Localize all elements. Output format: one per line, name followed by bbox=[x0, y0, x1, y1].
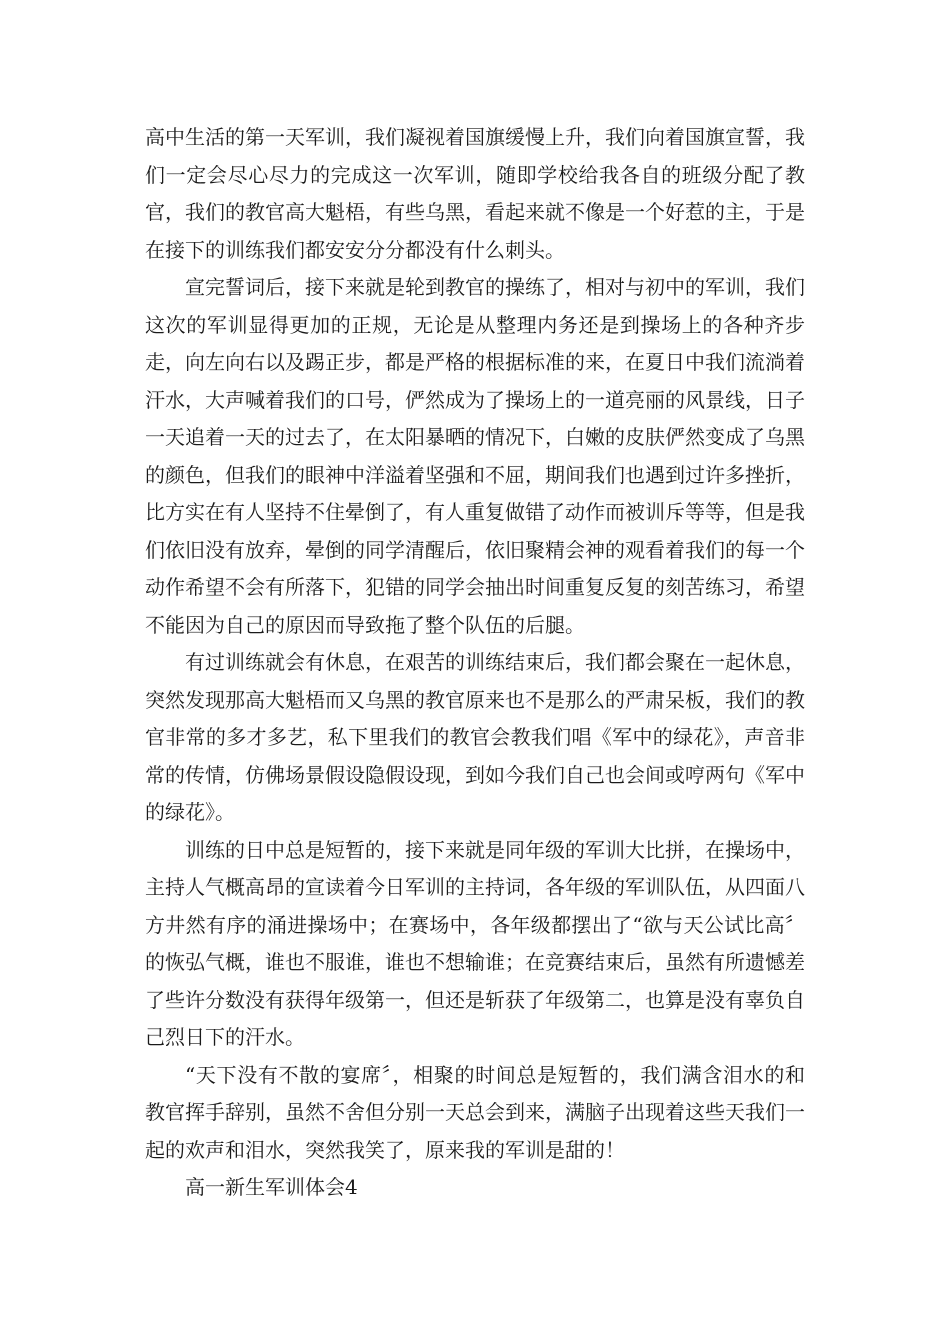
paragraph-2: 宣完誓词后，接下来就是轮到教官的操练了，相对与初中的军训，我们这次的军训显得更加的正规，无论是从整理内务还是到操场上的各种齐步走，向左向右以及踢正步，都是严格的根据标准的来，在夏日中我们流淌着汗水，大声喊着我们的口号，俨然成为了操场上的一道亮丽的风景线，日子一天追着一天的过去了，在太阳暴晒的情况下，白嫩的皮肤俨然变成了乌黑的颜色，但我们的眼神中洋溢着坚强和不屈，期间我们也遇到过许多挫折，比方实在有人坚持不住晕倒了，有人重复做错了动作而被训斥等等，但是我们依旧没有放弃，晕倒的同学清醒后，依旧聚精会神的观看着我们的每一个动作希望不会有所落下，犯错的同学会抽出时间重复反复的刻苦练习，希望不能因为自己的原因而导致拖了整个队伍的后腿。 bbox=[145, 275, 805, 637]
paragraph-3: 有过训练就会有休息，在艰苦的训练结束后，我们都会聚在一起休息，突然发现那高大魁梧而又乌黑的教官原来也不是那么的严肃呆板，我们的教官非常的多才多艺，私下里我们的教官会教我们唱《军中的绿花》，声音非常的传情，仿佛场景假设隐假设现，到如今我们自己也会间或哼两句《军中的绿花》。 bbox=[145, 650, 805, 824]
document-page bbox=[145, 119, 805, 1207]
section-heading: 高一新生军训体会4 bbox=[185, 1175, 358, 1199]
paragraph-1: 高中生活的第一天军训，我们凝视着国旗缓慢上升，我们向着国旗宣誓，我们一定会尽心尽力的完成这一次军训，随即学校给我各自的班级分配了教官，我们的教官高大魁梧，有些乌黑，看起来就不像是一个好惹的主，于是在接下的训练我们都安安分分都没有什么刺头。 bbox=[145, 125, 805, 262]
paragraph-4: 训练的日中总是短暂的，接下来就是同年级的军训大比拼，在操场中，主持人气概高昂的宣读着今日军训的主持词，各年级的军训队伍，从四面八方井然有序的涌进操场中；在赛场中，各年级都摆出了“欲与天公试比高〞的恢弘气概，谁也不服谁，谁也不想输谁；在竞赛结束后，虽然有所遗憾差了些许分数没有获得年级第一，但还是斩获了年级第二，也算是没有辜负自己烈日下的汗水。 bbox=[145, 837, 805, 1049]
paragraph-5: “天下没有不散的宴席〞，相聚的时间总是短暂的，我们满含泪水的和教官挥手辞别，虽然不舍但分别一天总会到来，满脑子出现着这些天我们一起的欢声和泪水，突然我笑了，原来我的军训是甜的！ bbox=[145, 1062, 805, 1162]
